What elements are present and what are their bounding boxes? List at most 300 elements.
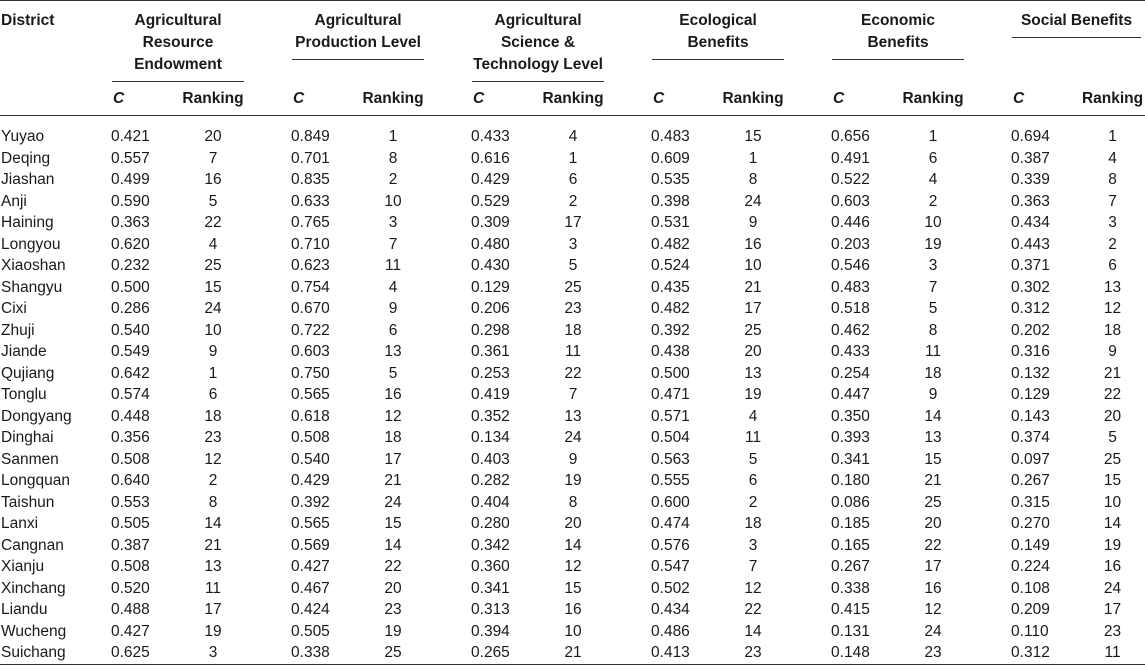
gap-cell [428, 556, 468, 578]
c-value-cell: 0.403 [471, 450, 510, 468]
c-value-cell: 0.482 [651, 300, 690, 317]
c-header: C [648, 82, 718, 116]
ranking-cell: 22 [1103, 386, 1122, 403]
c-value-cell: 0.387 [1011, 149, 1050, 167]
c-value-cell: 0.505 [291, 622, 330, 640]
c-header: C [468, 82, 538, 116]
c-value-cell: 0.750 [291, 364, 330, 382]
ranking-cell: 13 [564, 407, 582, 425]
gap-cell [428, 621, 468, 643]
table-row [0, 384, 1145, 406]
c-value-cell: 0.765 [291, 214, 330, 231]
gap-cell [248, 384, 288, 406]
gap-cell [428, 492, 468, 514]
ranking-cell: 8 [568, 493, 578, 511]
ranking-cell: 22 [924, 536, 942, 554]
c-value-cell: 0.701 [291, 149, 330, 167]
ranking-cell: 15 [564, 579, 582, 597]
gap-cell [608, 492, 648, 514]
gap-cell [788, 384, 828, 406]
gap-cell [788, 234, 828, 256]
gap-cell [248, 470, 288, 492]
c-value-cell: 0.286 [111, 300, 150, 317]
gap-cell [608, 535, 648, 557]
group-header: Agricultural Production Level [288, 1, 428, 83]
ranking-cell: 20 [924, 515, 942, 532]
c-value-cell: 0.129 [471, 278, 510, 296]
gap-cell [608, 449, 648, 471]
gap-cell [968, 578, 1008, 600]
ranking-cell: 25 [358, 642, 428, 664]
c-value-cell: 0.338 [831, 579, 870, 597]
ranking-header: Ranking [538, 82, 608, 116]
c-value-cell: 0.298 [471, 321, 510, 339]
ranking-cell: 7 [928, 278, 938, 296]
ranking-cell: 13 [744, 364, 762, 382]
ranking-cell: 17 [384, 450, 402, 468]
gap-cell [968, 363, 1008, 385]
ranking-cell: 25 [1103, 450, 1122, 468]
gap-cell [788, 212, 828, 234]
table-body [0, 116, 1145, 665]
c-value-cell: 0.393 [831, 429, 870, 446]
c-value-cell: 0.656 [831, 128, 870, 145]
c-value-cell: 0.722 [291, 321, 330, 339]
table-row [0, 406, 1145, 428]
gap-cell [788, 556, 828, 578]
c-value-cell: 0.499 [111, 171, 150, 188]
ranking-cell: 3 [1108, 214, 1117, 231]
ranking-cell: 4 [208, 235, 218, 253]
ranking-cell: 21 [1103, 364, 1122, 382]
c-value-cell: 0.462 [831, 321, 870, 339]
ranking-header: Ranking [358, 82, 428, 116]
gap-cell [788, 191, 828, 213]
ranking-cell: 11 [204, 579, 222, 597]
c-value-cell: 0.446 [831, 214, 870, 231]
gap-cell [428, 384, 468, 406]
gap-cell [608, 298, 648, 320]
c-value-cell: 0.623 [291, 257, 330, 274]
ranking-cell: 5 [1108, 429, 1117, 446]
ranking-cell: 4 [928, 171, 938, 188]
c-value-cell: 0.448 [111, 407, 150, 425]
ranking-cell: 19 [924, 235, 942, 253]
ranking-cell: 13 [924, 429, 942, 446]
gap-cell [968, 621, 1008, 643]
ranking-cell: 8 [388, 149, 398, 167]
c-value-cell: 0.620 [111, 235, 150, 253]
c-value-cell: 0.540 [291, 450, 330, 468]
district-cell: Anji [1, 192, 27, 210]
district-cell: Tonglu [1, 386, 47, 403]
ranking-cell: 21 [538, 642, 608, 664]
ranking-cell: 3 [568, 235, 578, 253]
c-value-cell: 0.254 [831, 364, 870, 382]
ranking-cell: 8 [1108, 171, 1117, 188]
ranking-cell: 17 [744, 300, 762, 317]
ranking-cell: 17 [564, 214, 582, 231]
ranking-cell: 19 [564, 472, 582, 489]
c-value-cell: 0.302 [1011, 278, 1050, 296]
table-row [0, 341, 1145, 363]
ranking-cell: 21 [924, 472, 942, 489]
ranking-cell: 15 [204, 278, 222, 296]
gap-cell [788, 535, 828, 557]
c-value-cell: 0.427 [291, 558, 330, 575]
ranking-cell: 2 [388, 171, 398, 188]
gap-cell [968, 513, 1008, 535]
c-value-cell: 0.603 [291, 343, 330, 360]
c-value-cell: 0.429 [471, 171, 510, 188]
ranking-cell: 19 [744, 386, 762, 403]
ranking-cell: 4 [748, 407, 758, 425]
district-cell: Suichang [0, 642, 108, 664]
ranking-cell: 2 [928, 192, 938, 210]
c-value-cell: 0.547 [651, 558, 690, 575]
table-row [0, 449, 1145, 471]
gap-cell [968, 470, 1008, 492]
ranking-cell: 14 [564, 536, 582, 554]
gap-cell [248, 492, 288, 514]
ranking-cell: 9 [568, 450, 578, 468]
gap-cell [608, 599, 648, 621]
ranking-cell: 10 [564, 622, 582, 640]
gap-cell [968, 427, 1008, 449]
gap-cell [248, 513, 288, 535]
gap-cell [248, 363, 288, 385]
table-row [0, 621, 1145, 643]
gap-cell [968, 148, 1008, 170]
ranking-cell: 21 [744, 278, 762, 296]
c-value-cell: 0.574 [111, 386, 150, 403]
ranking-cell: 24 [204, 300, 222, 317]
c-value-cell: 0.491 [831, 149, 870, 167]
ranking-cell: 25 [744, 321, 762, 339]
ranking-cell: 10 [384, 192, 402, 210]
c-value-cell: 0.224 [1011, 558, 1050, 575]
c-value-cell: 0.467 [291, 579, 330, 597]
c-value-cell: 0.480 [471, 235, 510, 253]
ranking-cell: 22 [384, 558, 402, 575]
district-cell: Longquan [1, 472, 70, 489]
ranking-cell: 7 [1108, 192, 1117, 210]
c-value-cell: 0.546 [831, 257, 870, 274]
c-value-cell: 0.565 [291, 386, 330, 403]
ranking-cell: 14 [204, 515, 222, 532]
ranking-cell: 1 [748, 149, 758, 167]
ranking-cell: 21 [204, 536, 222, 554]
gap-cell [608, 116, 648, 148]
c-value-cell: 0.535 [651, 171, 690, 188]
gap-cell [788, 255, 828, 277]
ranking-cell: 24 [744, 192, 762, 210]
c-value-cell: 0.430 [471, 257, 510, 274]
ranking-cell: 18 [204, 407, 222, 425]
gap-cell [608, 556, 648, 578]
gap-cell [248, 116, 288, 148]
c-value-cell: 0.131 [831, 622, 870, 640]
c-value-cell: 0.576 [651, 536, 690, 554]
c-value-cell: 0.265 [468, 642, 538, 664]
gap-cell [788, 148, 828, 170]
gap-cell [608, 406, 648, 428]
ranking-cell: 1 [388, 128, 398, 145]
gap-cell [248, 277, 288, 299]
gap-cell [968, 406, 1008, 428]
ranking-cell: 23 [898, 642, 968, 664]
gap-cell [968, 384, 1008, 406]
ranking-cell: 14 [1103, 515, 1122, 532]
c-value-cell: 0.129 [1011, 386, 1050, 403]
c-value-cell: 0.520 [111, 579, 150, 597]
ranking-cell: 4 [568, 128, 578, 145]
ranking-cell: 9 [208, 343, 218, 360]
gap-cell [428, 427, 468, 449]
ranking-cell: 6 [388, 321, 398, 339]
c-value-cell: 0.267 [831, 558, 870, 575]
gap-cell [968, 234, 1008, 256]
c-value-cell: 0.433 [471, 128, 510, 145]
district-cell: Sanmen [1, 450, 59, 468]
c-value-cell: 0.483 [651, 128, 690, 145]
c-value-cell: 0.394 [471, 622, 510, 640]
c-value-cell: 0.603 [831, 192, 870, 210]
ranking-cell: 16 [744, 235, 762, 253]
c-value-cell: 0.206 [471, 300, 510, 317]
c-value-cell: 0.185 [831, 515, 870, 532]
ranking-header: Ranking [178, 82, 248, 116]
gap-cell [248, 191, 288, 213]
c-value-cell: 0.392 [651, 321, 690, 339]
table-row [0, 578, 1145, 600]
table-row [0, 470, 1145, 492]
district-cell: Deqing [1, 149, 51, 167]
gap-cell [248, 406, 288, 428]
c-value-cell: 0.203 [831, 235, 870, 253]
ranking-cell: 10 [744, 257, 762, 274]
gap-cell [608, 191, 648, 213]
gap-cell [608, 578, 648, 600]
c-value-cell: 0.471 [651, 386, 690, 403]
c-value-cell: 0.342 [471, 536, 510, 554]
c-value-cell: 0.557 [111, 149, 150, 167]
ranking-cell: 24 [564, 429, 582, 446]
c-value-cell: 0.392 [291, 493, 330, 511]
ranking-cell: 11 [744, 429, 762, 446]
district-cell: Taishun [1, 493, 55, 511]
ranking-cell: 12 [924, 601, 942, 618]
gap-cell [428, 191, 468, 213]
c-value-cell: 0.413 [648, 642, 718, 664]
district-cell: Lanxi [1, 515, 39, 532]
ranking-cell: 1 [928, 128, 938, 145]
gap-cell [608, 212, 648, 234]
district-cell: Yuyao [1, 128, 45, 145]
district-cell: Cangnan [1, 536, 64, 554]
ranking-cell: 24 [384, 493, 402, 511]
c-value-cell: 0.350 [831, 407, 870, 425]
district-cell: Jiande [1, 343, 47, 360]
ranking-cell: 23 [564, 300, 582, 317]
c-value-cell: 0.443 [1011, 235, 1050, 253]
ranking-cell: 5 [568, 257, 578, 274]
ranking-cell: 16 [564, 601, 582, 618]
gap-cell [428, 341, 468, 363]
c-value-cell: 0.097 [1011, 450, 1050, 468]
gap-cell [428, 642, 468, 664]
ranking-cell: 2 [568, 192, 578, 210]
gap-cell [428, 470, 468, 492]
ranking-cell: 17 [924, 558, 942, 575]
c-value-cell: 0.434 [1011, 214, 1050, 231]
gap-cell [248, 449, 288, 471]
ranking-cell: 9 [388, 300, 398, 317]
c-value-cell: 0.835 [291, 171, 330, 188]
gap-cell [248, 599, 288, 621]
gap-cell [428, 148, 468, 170]
gap-cell [428, 363, 468, 385]
c-value-cell: 0.253 [471, 364, 510, 382]
ranking-cell: 11 [924, 343, 942, 360]
ranking-cell: 5 [208, 192, 218, 210]
c-value-cell: 0.270 [1011, 515, 1050, 532]
ranking-cell: 23 [384, 601, 402, 618]
group-header: Ecological Benefits [648, 1, 788, 83]
c-value-cell: 0.504 [651, 429, 690, 446]
header-group-row [0, 1, 1145, 83]
c-value-cell: 0.339 [1011, 171, 1050, 188]
ranking-cell: 1 [208, 364, 218, 382]
ranking-cell: 22 [564, 364, 582, 382]
c-value-cell: 0.618 [291, 407, 330, 425]
district-cell: Jiashan [1, 171, 55, 188]
ranking-cell: 7 [208, 149, 218, 167]
table-row [0, 535, 1145, 557]
ranking-cell: 8 [928, 321, 938, 339]
c-value-cell: 0.508 [111, 558, 150, 575]
c-header: C [1008, 82, 1080, 116]
ranking-cell: 19 [1103, 536, 1122, 554]
c-header: C [108, 82, 178, 116]
table-row [0, 298, 1145, 320]
group-header: Economic Benefits [828, 1, 968, 83]
gap-cell [428, 298, 468, 320]
c-value-cell: 0.312 [1011, 300, 1050, 317]
c-value-cell: 0.518 [831, 300, 870, 317]
c-value-cell: 0.531 [651, 214, 690, 231]
group-header: Agricultural Resource Endowment [108, 1, 248, 83]
ranking-header: Ranking [898, 82, 968, 116]
gap-cell [968, 212, 1008, 234]
c-value-cell: 0.447 [831, 386, 870, 403]
gap-cell [428, 578, 468, 600]
table-row [0, 234, 1145, 256]
gap-cell [608, 621, 648, 643]
table-row [0, 320, 1145, 342]
ranking-header: Ranking [1080, 82, 1145, 116]
c-value-cell: 0.553 [111, 493, 150, 511]
ranking-cell: 12 [204, 450, 222, 468]
c-value-cell: 0.280 [471, 515, 510, 532]
c-value-cell: 0.435 [651, 278, 690, 296]
c-value-cell: 0.642 [111, 364, 150, 382]
c-value-cell: 0.148 [828, 642, 898, 664]
gap-cell [428, 255, 468, 277]
ranking-cell: 16 [204, 171, 222, 188]
gap-cell [788, 277, 828, 299]
ranking-cell: 7 [568, 386, 578, 403]
c-value-cell: 0.555 [651, 472, 690, 489]
gap-cell [788, 406, 828, 428]
c-value-cell: 0.438 [651, 343, 690, 360]
ranking-cell: 24 [1103, 579, 1122, 597]
district-cell: Xinchang [1, 579, 66, 597]
district-cell: Haining [1, 214, 54, 231]
c-value-cell: 0.313 [471, 601, 510, 618]
gap-cell [428, 535, 468, 557]
c-value-cell: 0.132 [1011, 364, 1050, 382]
c-value-cell: 0.363 [1011, 192, 1050, 210]
gap-cell [788, 116, 828, 148]
ranking-cell: 23 [204, 429, 222, 446]
gap-cell [608, 255, 648, 277]
c-value-cell: 0.590 [111, 192, 150, 210]
c-value-cell: 0.609 [651, 149, 690, 167]
c-value-cell: 0.529 [471, 192, 510, 210]
ranking-cell: 19 [384, 622, 402, 640]
ranking-cell: 1 [1108, 128, 1117, 145]
gap-cell [788, 599, 828, 621]
ranking-cell: 5 [928, 300, 938, 317]
c-value-cell: 0.549 [111, 343, 150, 360]
c-value-cell: 0.569 [291, 536, 330, 554]
gap-cell [968, 298, 1008, 320]
ranking-cell: 16 [1103, 558, 1122, 575]
ranking-cell: 10 [1103, 493, 1122, 511]
c-value-cell: 0.341 [471, 579, 510, 597]
gap-cell [608, 470, 648, 492]
ranking-cell: 11 [564, 343, 582, 360]
c-value-cell: 0.356 [111, 429, 150, 446]
gap-cell [428, 116, 468, 148]
c-value-cell: 0.474 [651, 515, 690, 532]
gap-cell [788, 169, 828, 191]
district-cell: Shangyu [1, 278, 63, 296]
c-value-cell: 0.316 [1011, 343, 1050, 360]
c-value-cell: 0.524 [651, 257, 690, 274]
gap-cell [968, 535, 1008, 557]
ranking-cell: 6 [568, 171, 578, 188]
c-value-cell: 0.710 [291, 235, 330, 253]
c-value-cell: 0.371 [1011, 257, 1050, 274]
ranking-cell: 14 [744, 622, 762, 640]
c-value-cell: 0.522 [831, 171, 870, 188]
district-cell: Xianju [1, 558, 45, 575]
gap-cell [968, 277, 1008, 299]
gap-cell [968, 320, 1008, 342]
c-value-cell: 0.424 [291, 601, 330, 618]
gap-cell [608, 148, 648, 170]
gap-cell [608, 234, 648, 256]
c-value-cell: 0.565 [291, 515, 330, 532]
gap-cell [608, 169, 648, 191]
ranking-cell: 14 [924, 407, 942, 425]
c-value-cell: 0.282 [471, 472, 510, 489]
ranking-cell: 18 [384, 429, 402, 446]
c-value-cell: 0.500 [651, 364, 690, 382]
gap-cell [968, 255, 1008, 277]
